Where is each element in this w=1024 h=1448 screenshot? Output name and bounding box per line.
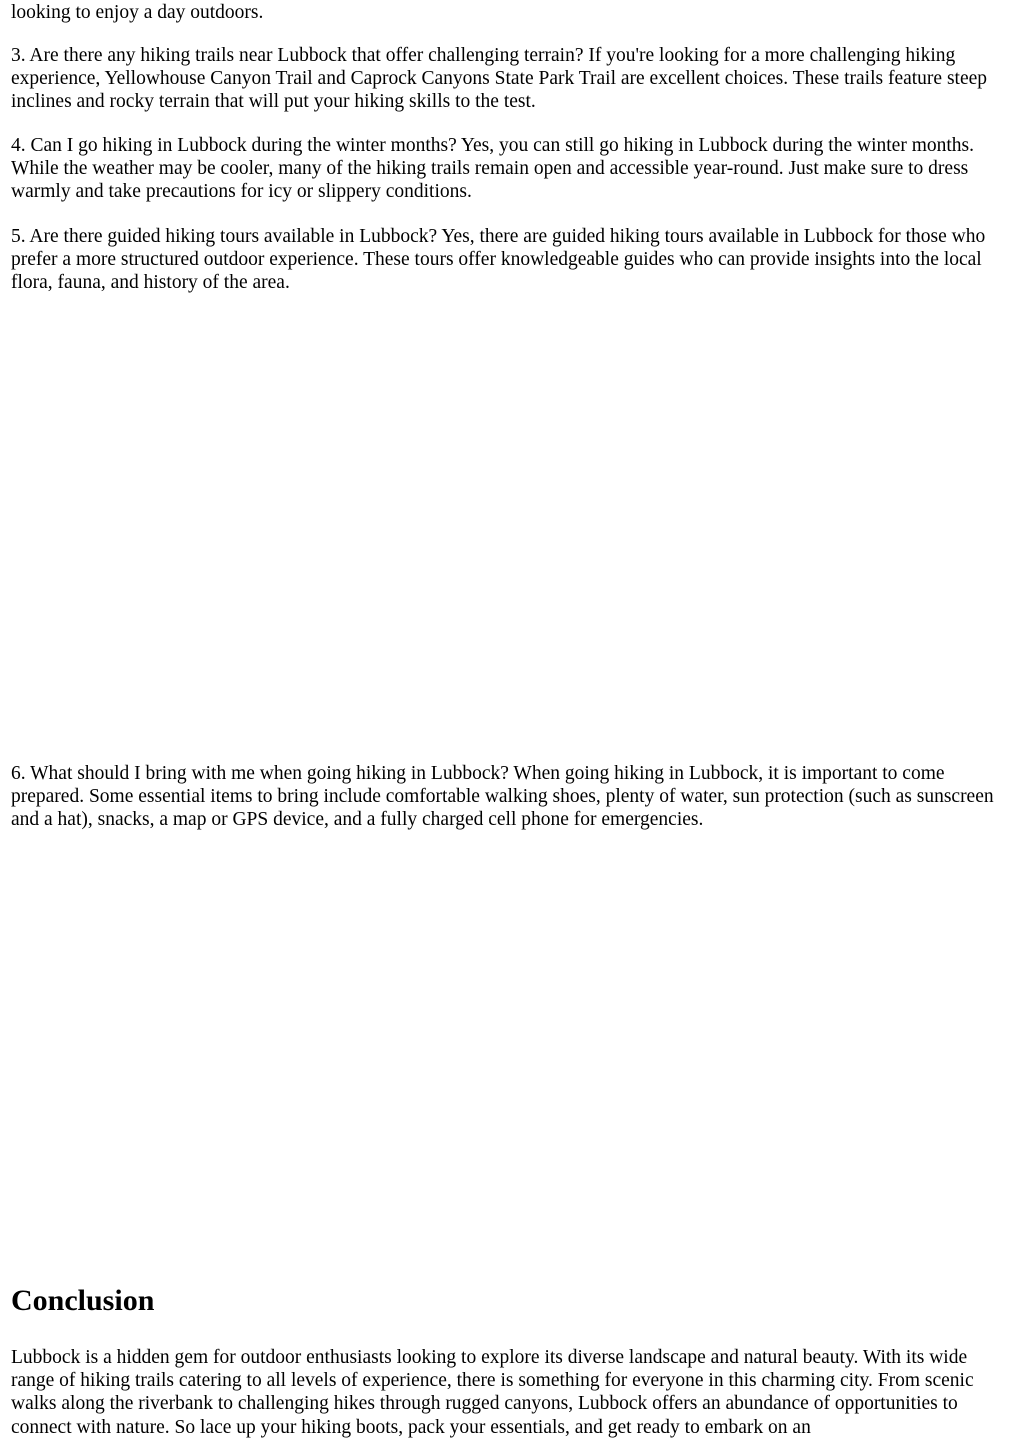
faq-item-4: 4. Can I go hiking in Lubbock during the winter months? Yes, you can still go hiking in Lubbock during the winter months. While the weather may be cooler, many of the hiking trails remain open and accessible year-round. Just make sure to dress warmly and take precautions for icy or slippery conditions. [11,135,974,203]
conclusion-paragraph: Lubbock is a hidden gem for outdoor enthusiasts looking to explore its diverse landscape and natural beauty. With its wide range of hiking trails catering to all levels of experience, there is something for everyone in this charming city. From scenic walks along the riverbank to challenging hikes through rugged canyons, Lubbock offers an abundance of opportunities to connect with nature. So lace up your hiking boots, pack your essentials, and get ready to embark on an [11,1347,974,1438]
paragraph-fragment: looking to enjoy a day outdoors. [11,2,264,23]
faq-item-5: 5. Are there guided hiking tours available in Lubbock? Yes, there are guided hiking tours available in Lubbock for those who prefer a more structured outdoor experience. These tours offer knowledgeable guides who can provide insights into the local flora, fauna, and history of the area. [11,226,986,294]
faq-item-6: 6. What should I bring with me when going hiking in Lubbock? When going hiking in Lubbock, it is important to come prepared. Some essential items to bring include comfortable walking shoes, plenty of water, sun protection (such as sunscreen and a hat), snacks, a map or GPS device, and a fully charged cell phone for emergencies. [11,763,994,831]
conclusion-heading: Conclusion [11,1284,155,1317]
faq-item-3: 3. Are there any hiking trails near Lubbock that offer challenging terrain? If you're looking for a more challenging hiking experience, Yellowhouse Canyon Trail and Caprock Canyons State Park Trail are excellent choices. These trails feature steep inclines and rocky terrain that will put your hiking skills to the test. [11,45,988,113]
article-body [11,0,1013,1448]
